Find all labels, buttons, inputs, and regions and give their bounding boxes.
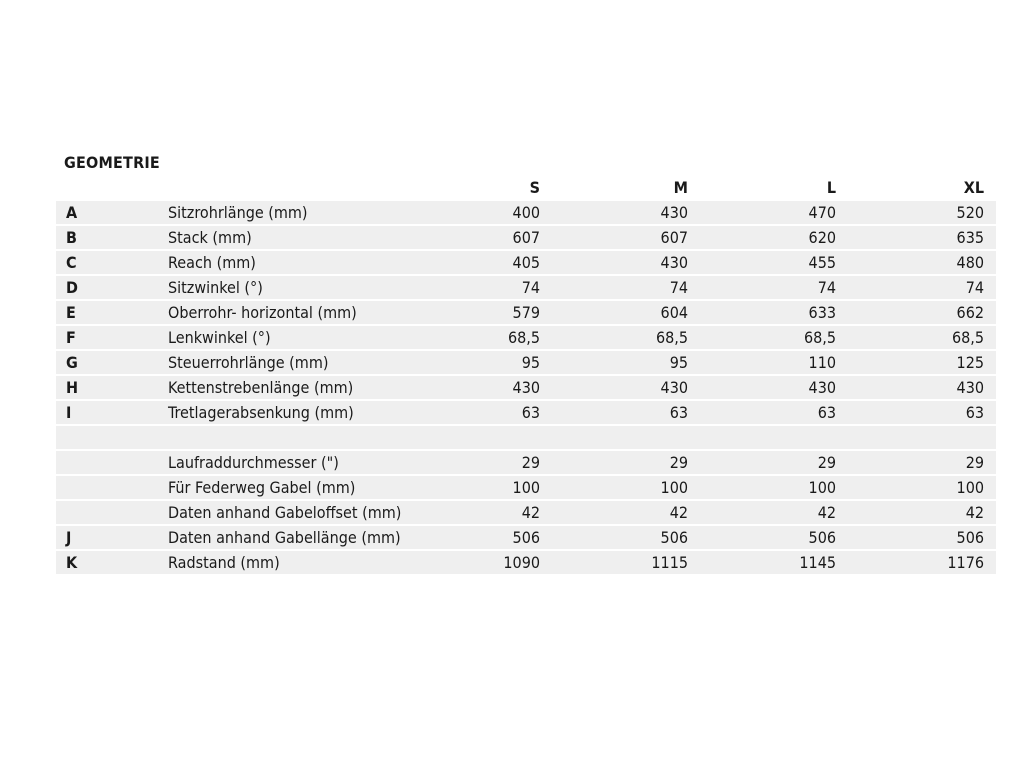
value-cell-l: 620 — [808, 228, 836, 247]
row-letter: E — [66, 303, 76, 322]
value-cell-s: 95 — [521, 353, 540, 372]
value-cell-m: 74 — [669, 278, 688, 297]
value-cell-l: 63 — [817, 403, 836, 422]
value-cell-s — [436, 425, 540, 450]
row-letter: H — [66, 378, 79, 397]
table-title: GEOMETRIE — [64, 153, 160, 172]
size-header-s: S — [529, 178, 540, 197]
value-cell-s: 42 — [521, 503, 540, 522]
value-cell-m: 95 — [669, 353, 688, 372]
value-cell-xl: 520 — [956, 203, 984, 222]
row-label: Steuerrohrlänge (mm) — [168, 353, 329, 372]
value-cell-s: 506 — [512, 528, 540, 547]
value-cell-m: 63 — [669, 403, 688, 422]
value-cell-xl: 1176 — [947, 553, 984, 572]
value-cell-s: 68,5 — [507, 328, 540, 347]
table-body — [56, 200, 996, 575]
value-cell-xl: 100 — [956, 478, 984, 497]
value-cell-s: 405 — [512, 253, 540, 272]
table-spacer-row — [56, 425, 996, 450]
table-row — [56, 475, 996, 500]
row-letter: C — [66, 253, 77, 272]
row-label: Laufraddurchmesser (") — [168, 453, 339, 472]
table-row — [56, 275, 996, 300]
row-letter: J — [66, 528, 72, 547]
table-row — [56, 400, 996, 425]
value-cell-xl: 430 — [956, 378, 984, 397]
value-cell-xl: 506 — [956, 528, 984, 547]
value-cell-xl: 635 — [956, 228, 984, 247]
value-cell-s: 579 — [512, 303, 540, 322]
value-cell-l — [732, 425, 836, 450]
value-cell-l: 455 — [808, 253, 836, 272]
value-cell-xl: 480 — [956, 253, 984, 272]
value-cell-m: 29 — [669, 453, 688, 472]
table-row — [56, 550, 996, 575]
value-cell-s: 74 — [521, 278, 540, 297]
table-row — [56, 300, 996, 325]
value-cell-l: 110 — [808, 353, 836, 372]
value-cell-xl: 68,5 — [951, 328, 984, 347]
value-cell-m: 1115 — [651, 553, 688, 572]
row-letter: A — [66, 203, 78, 222]
value-cell-l: 68,5 — [803, 328, 836, 347]
table-row — [56, 350, 996, 375]
size-header-m: M — [673, 178, 688, 197]
value-cell-m: 68,5 — [655, 328, 688, 347]
value-cell-xl: 63 — [965, 403, 984, 422]
size-header-xl: XL — [963, 178, 984, 197]
value-cell-xl — [880, 425, 984, 450]
value-cell-l: 470 — [808, 203, 836, 222]
row-letter: F — [66, 328, 76, 347]
value-cell-l: 506 — [808, 528, 836, 547]
row-label: Daten anhand Gabeloffset (mm) — [168, 503, 402, 522]
row-letter: D — [66, 278, 78, 297]
value-cell-s: 29 — [521, 453, 540, 472]
row-label: Oberrohr- horizontal (mm) — [168, 303, 357, 322]
table-row — [56, 250, 996, 275]
row-label: Lenkwinkel (°) — [168, 328, 271, 347]
row-label: Tretlagerabsenkung (mm) — [168, 403, 354, 422]
value-cell-m: 42 — [669, 503, 688, 522]
value-cell-m — [584, 425, 688, 450]
value-cell-xl: 74 — [965, 278, 984, 297]
row-label: Kettenstrebenlänge (mm) — [168, 378, 354, 397]
size-header-l: L — [826, 178, 836, 197]
value-cell-s: 100 — [512, 478, 540, 497]
table-header-row — [56, 175, 996, 200]
row-letter: K — [66, 553, 78, 572]
value-cell-l: 74 — [817, 278, 836, 297]
table-row — [56, 200, 996, 225]
table-row — [56, 375, 996, 400]
value-cell-m: 604 — [660, 303, 688, 322]
row-letter: G — [66, 353, 78, 372]
value-cell-m: 607 — [660, 228, 688, 247]
row-label: Daten anhand Gabellänge (mm) — [168, 528, 401, 547]
row-letter: I — [66, 403, 72, 422]
value-cell-l: 430 — [808, 378, 836, 397]
row-letter: B — [66, 228, 77, 247]
value-cell-m: 430 — [660, 378, 688, 397]
value-cell-xl: 29 — [965, 453, 984, 472]
value-cell-s: 400 — [512, 203, 540, 222]
value-cell-m: 506 — [660, 528, 688, 547]
geometry-table — [56, 175, 996, 575]
row-label: Reach (mm) — [168, 253, 256, 272]
value-cell-l: 29 — [817, 453, 836, 472]
value-cell-m: 100 — [660, 478, 688, 497]
value-cell-xl: 662 — [956, 303, 984, 322]
table-row — [56, 225, 996, 250]
value-cell-l: 42 — [817, 503, 836, 522]
value-cell-m: 430 — [660, 203, 688, 222]
table-row — [56, 450, 996, 475]
value-cell-xl: 42 — [965, 503, 984, 522]
table-row — [56, 500, 996, 525]
value-cell-s: 63 — [521, 403, 540, 422]
value-cell-l: 633 — [808, 303, 836, 322]
row-label: Radstand (mm) — [168, 553, 280, 572]
table-row — [56, 325, 996, 350]
value-cell-l: 1145 — [799, 553, 836, 572]
row-label: Sitzwinkel (°) — [168, 278, 263, 297]
value-cell-m: 430 — [660, 253, 688, 272]
row-label: Sitzrohrlänge (mm) — [168, 203, 308, 222]
value-cell-l: 100 — [808, 478, 836, 497]
table-row — [56, 525, 996, 550]
value-cell-s: 430 — [512, 378, 540, 397]
value-cell-s: 607 — [512, 228, 540, 247]
value-cell-xl: 125 — [956, 353, 984, 372]
row-label: Für Federweg Gabel (mm) — [168, 478, 356, 497]
row-label: Stack (mm) — [168, 228, 252, 247]
value-cell-s: 1090 — [503, 553, 540, 572]
